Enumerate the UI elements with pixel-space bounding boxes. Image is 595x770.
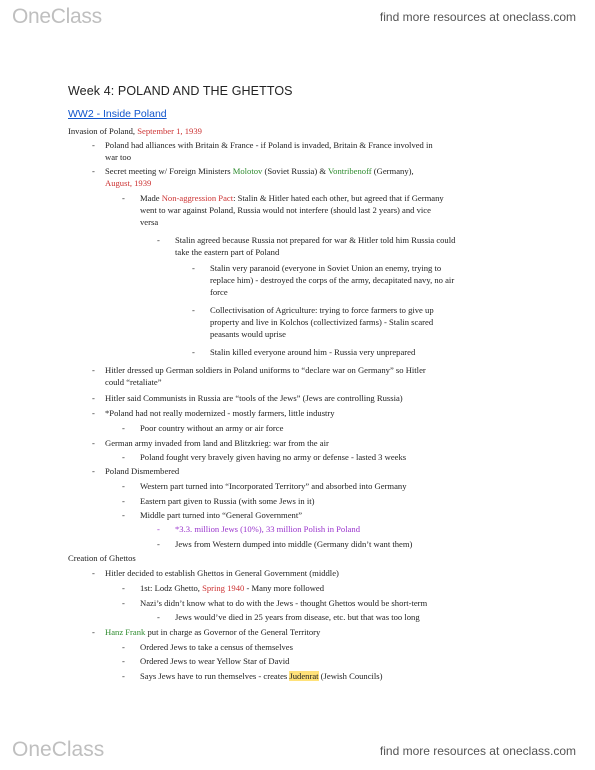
bullet-dash: -	[92, 466, 95, 476]
bullet-dash: -	[122, 671, 125, 681]
bullet-dash: -	[157, 539, 160, 549]
footer-oneclass-logo[interactable]: OneClass	[12, 738, 105, 761]
note-line: Eastern part given to Russia (with some Jews in it)	[140, 496, 315, 506]
note-line: Creation of Ghettos	[68, 553, 136, 563]
note-line: Jews from Western dumped into middle (Germany didn’t want them)	[175, 539, 413, 549]
bullet-dash: -	[122, 481, 125, 491]
note-line: property and live in Kolchos (collectivized farms) - Stalin scared	[210, 317, 434, 327]
bullet-dash: -	[92, 140, 95, 150]
note-line: *Poland had not really modernized - mostly farmers, little industry	[105, 408, 335, 418]
bullet-dash: -	[192, 305, 195, 315]
note-line: went to war against Poland, Russia would not interfere (should last 2 years) and vice	[140, 205, 431, 215]
bullet-dash: -	[122, 583, 125, 593]
note-line: war too	[105, 152, 132, 162]
bullet-dash: -	[157, 235, 160, 245]
note-line: Hitler said Communists in Russia are “tools of the Jews” (Jews are controlling Russia)	[105, 393, 403, 403]
note-line: Collectivisation of Agriculture: trying to force farmers to give up	[210, 305, 434, 315]
note-line: Secret meeting w/ Foreign Ministers Molotov (Soviet Russia) & Vontribenoff (Germany),	[105, 166, 414, 176]
note-line: Says Jews have to run themselves - creates Judenrat (Jewish Councils)	[140, 671, 383, 681]
bullet-dash: -	[92, 393, 95, 403]
bullet-dash: -	[122, 510, 125, 520]
note-line: Stalin very paranoid (everyone in Soviet Union an enemy, trying to	[210, 263, 442, 273]
note-line: August, 1939	[105, 178, 152, 188]
note-line: Poland fought very bravely given having no army or defense - lasted 3 weeks	[140, 452, 407, 462]
note-line: Middle part turned into “General Government”	[140, 510, 303, 520]
bullet-dash: -	[122, 598, 125, 608]
bullet-dash: -	[92, 568, 95, 578]
bullet-dash: -	[157, 524, 160, 534]
header-resources-link[interactable]: find more resources at oneclass.com	[379, 10, 576, 24]
bullet-dash: -	[92, 365, 95, 375]
document-title: Week 4: POLAND AND THE GHETTOS	[68, 84, 293, 98]
bullet-dash: -	[122, 452, 125, 462]
bullet-dash: -	[122, 423, 125, 433]
bullet-dash: -	[192, 347, 195, 357]
bullet-dash: -	[92, 408, 95, 418]
section-heading-link[interactable]: WW2 - Inside Poland	[68, 108, 167, 120]
bullet-dash: -	[192, 263, 195, 273]
note-line: Hanz Frank put in charge as Governor of the General Territory	[105, 627, 321, 637]
bullet-dash: -	[92, 438, 95, 448]
bullet-dash: -	[122, 496, 125, 506]
note-line: could “retaliate”	[105, 377, 162, 387]
note-line: Poland had alliances with Britain & France - if Poland is invaded, Britain & France involved in	[105, 140, 433, 150]
note-line: Stalin agreed because Russia not prepared for war & Hitler told him Russia could	[175, 235, 456, 245]
bullet-dash: -	[122, 642, 125, 652]
bullet-dash: -	[122, 193, 125, 203]
bullet-dash: -	[122, 656, 125, 666]
note-line: force	[210, 287, 228, 297]
bullet-dash: -	[157, 612, 160, 622]
footer-resources-link[interactable]: find more resources at oneclass.com	[379, 744, 576, 758]
note-line: Jews would’ve died in 25 years from disease, etc. but that was too long	[175, 612, 420, 622]
note-line: Poor country without an army or air force	[140, 423, 284, 433]
note-line: Invasion of Poland, September 1, 1939	[68, 126, 202, 136]
note-line: Stalin killed everyone around him - Russia very unprepared	[210, 347, 416, 357]
note-line: German army invaded from land and Blitzkrieg: war from the air	[105, 438, 329, 448]
bullet-dash: -	[92, 627, 95, 637]
bullet-dash: -	[92, 166, 95, 176]
note-line: *3.3. million Jews (10%), 33 million Polish in Poland	[175, 524, 361, 534]
note-line: replace him) - destroyed the corps of the army, decapitated navy, no air	[210, 275, 455, 285]
note-line: Poland Dismembered	[105, 466, 180, 476]
note-line: peasants would uprise	[210, 329, 286, 339]
note-line: take the eastern part of Poland	[175, 247, 280, 257]
note-line: versa	[140, 217, 159, 227]
note-line: Nazi’s didn’t know what to do with the Jews - thought Ghettos would be short-term	[140, 598, 428, 608]
note-line: Ordered Jews to wear Yellow Star of David	[140, 656, 290, 666]
note-line: Hitler decided to establish Ghettos in General Government (middle)	[105, 568, 339, 578]
note-line: Hitler dressed up German soldiers in Poland uniforms to “declare war on Germany” so Hitler	[105, 365, 426, 375]
page-header	[0, 0, 595, 34]
note-line: Made Non-aggression Pact: Stalin & Hitler hated each other, but agreed that if Germany	[140, 193, 444, 203]
note-line: 1st: Lodz Ghetto, Spring 1940 - Many more followed	[140, 583, 325, 593]
note-line: Ordered Jews to take a census of themselves	[140, 642, 293, 652]
note-line: Western part turned into “Incorporated Territory” and absorbed into Germany	[140, 481, 407, 491]
oneclass-logo[interactable]: OneClass	[12, 5, 102, 28]
